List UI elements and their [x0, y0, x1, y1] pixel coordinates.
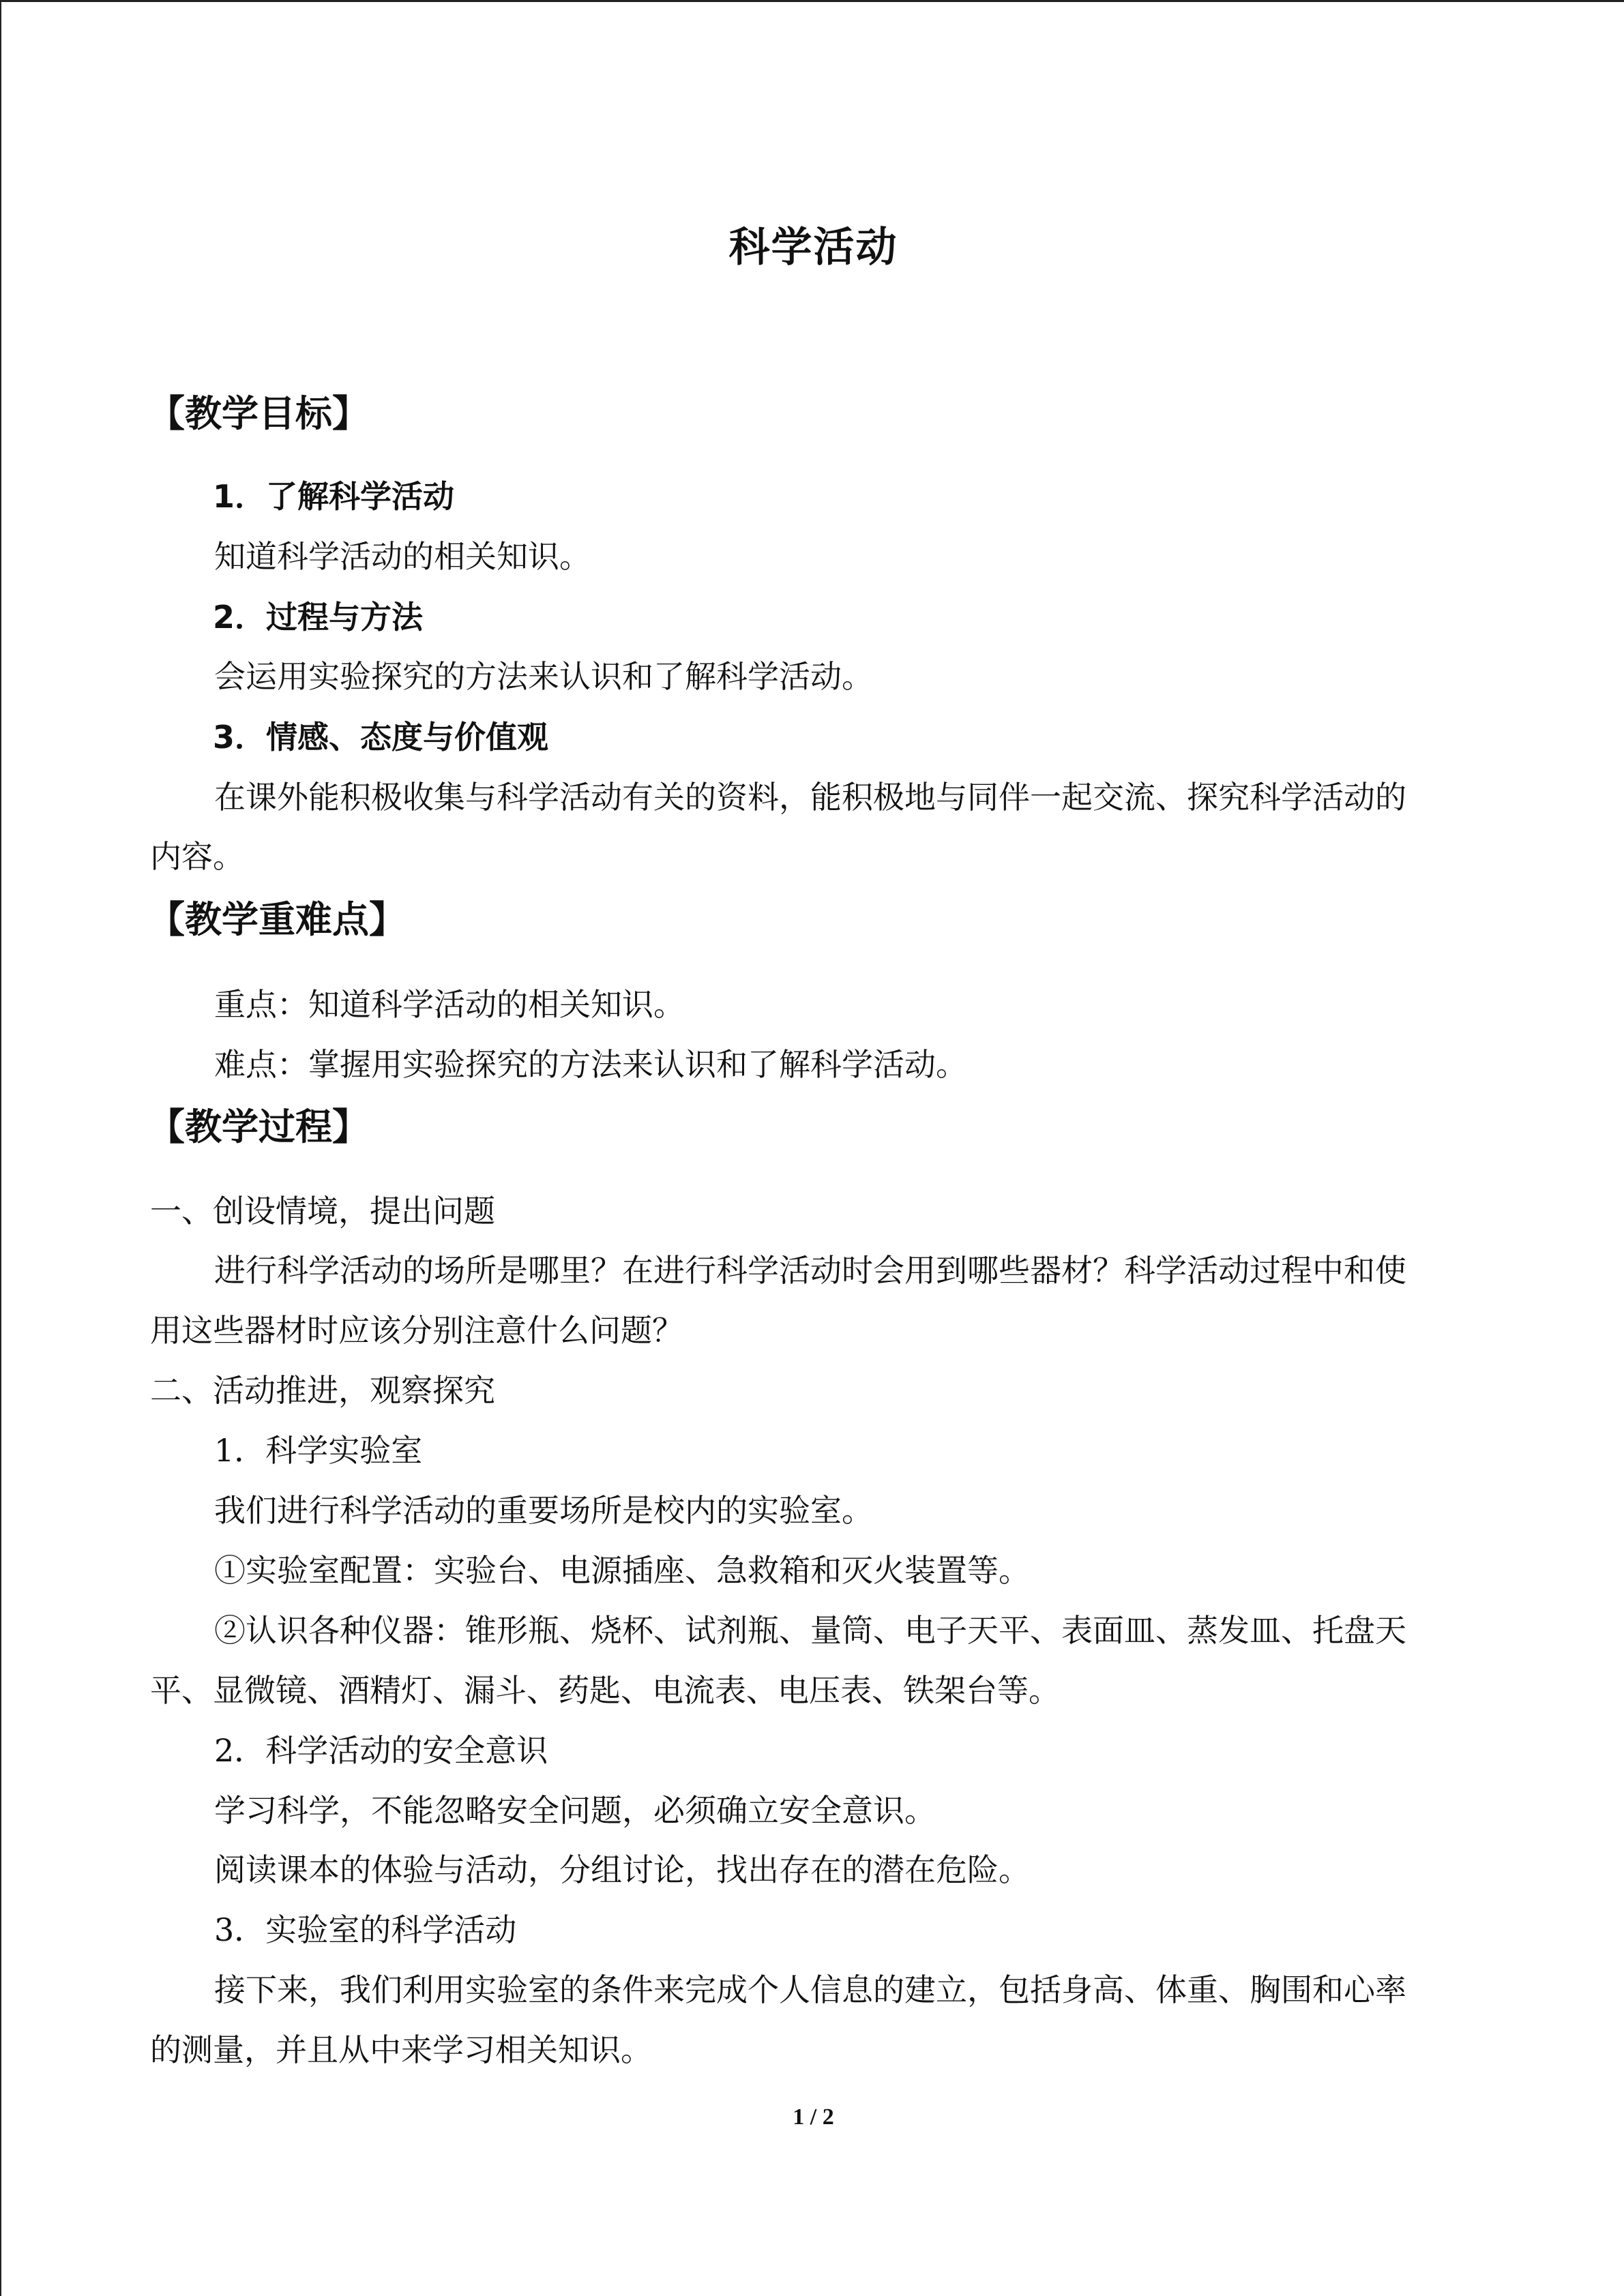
lab-instruments-line2: 平、显微镜、酒精灯、漏斗、药匙、电流表、电压表、铁架台等。: [150, 1672, 1060, 1709]
page-number: 1 / 2: [793, 2104, 834, 2130]
safety-text-1: 学习科学，不能忽略安全问题，必须确立安全意识。: [214, 1792, 936, 1829]
lab-text: 我们进行科学活动的重要场所是校内的实验室。: [214, 1492, 873, 1529]
objective-3-text-line2: 内容。: [150, 838, 244, 875]
section-heading-objectives: 【教学目标】: [148, 392, 369, 435]
lab-config: ①实验室配置：实验台、电源插座、急救箱和灭火装置等。: [214, 1552, 1030, 1589]
section-heading-key-points: 【教学重难点】: [148, 898, 406, 941]
lab-instruments-line1: ②认识各种仪器：锥形瓶、烧杯、试剂瓶、量筒、电子天平、表面皿、蒸发皿、托盘天: [214, 1612, 1406, 1649]
lab-title: 1．科学实验室: [214, 1432, 423, 1469]
activity-text-line1: 接下来，我们利用实验室的条件来完成个人信息的建立，包括身高、体重、胸围和心率: [214, 1971, 1406, 2008]
objective-1-text: 知道科学活动的相关知识。: [214, 538, 591, 575]
objective-2-text: 会运用实验探究的方法来认识和了解科学活动。: [214, 658, 873, 695]
difficult-point-text: 难点：掌握用实验探究的方法来认识和了解科学活动。: [214, 1046, 967, 1083]
safety-title: 2．科学活动的安全意识: [214, 1732, 548, 1769]
section-heading-process: 【教学过程】: [148, 1105, 369, 1148]
page-title: 科学活动: [728, 224, 898, 271]
safety-text-2: 阅读课本的体验与活动，分组讨论，找出存在的潜在危险。: [214, 1851, 1030, 1888]
process-part2-title: 二、活动推进，观察探究: [150, 1372, 495, 1409]
process-part1-text-line2: 用这些器材时应该分别注意什么问题？: [150, 1312, 683, 1349]
key-point-text: 重点：知道科学活动的相关知识。: [214, 986, 685, 1023]
process-part1-text-line1: 进行科学活动的场所是哪里？在进行科学活动时会用到哪些器材？科学活动过程中和使: [214, 1252, 1406, 1289]
activity-text-line2: 的测量，并且从中来学习相关知识。: [150, 2031, 652, 2068]
objective-3-text-line1: 在课外能积极收集与科学活动有关的资料，能积极地与同伴一起交流、探究科学活动的: [214, 779, 1406, 816]
process-part1-title: 一、创设情境，提出问题: [150, 1193, 495, 1229]
objective-1-title: 1．了解科学活动: [213, 478, 455, 515]
objective-2-title: 2．过程与方法: [213, 599, 424, 636]
activity-title: 3．实验室的科学活动: [214, 1911, 517, 1948]
objective-3-title: 3．情感、态度与价值观: [213, 719, 549, 756]
